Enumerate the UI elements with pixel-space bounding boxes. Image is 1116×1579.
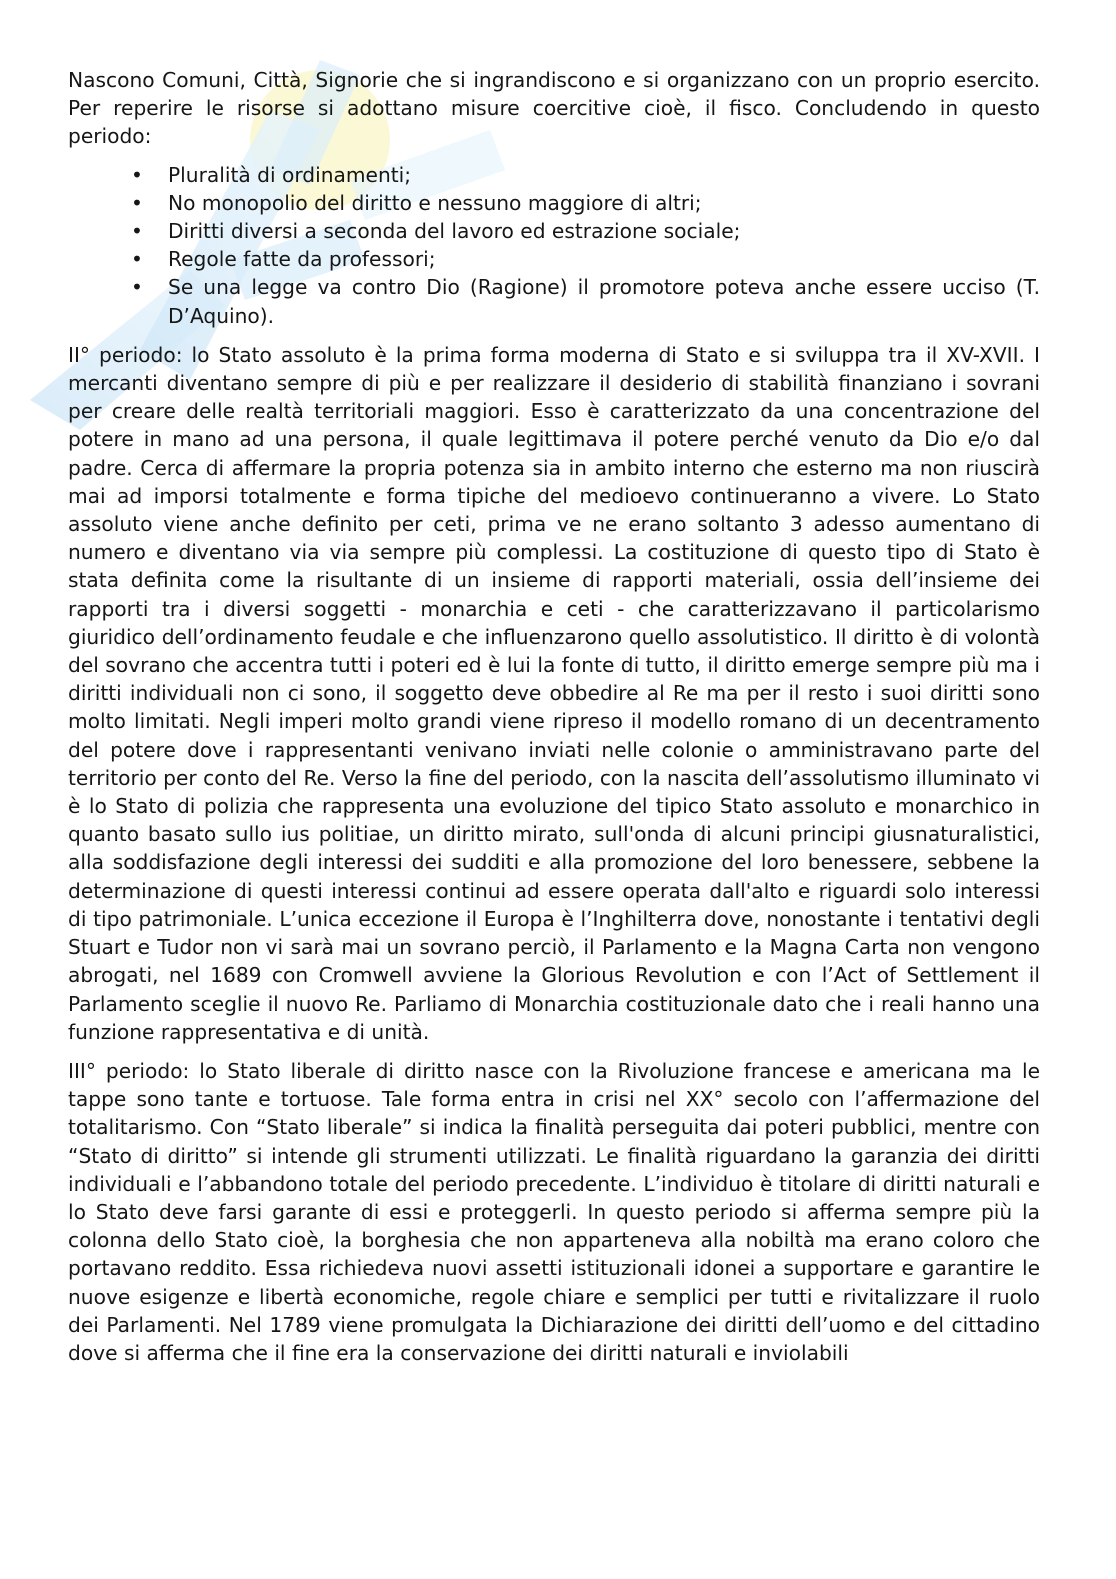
bullet-icon: • [131,275,143,300]
list-item [131,189,1040,217]
bullet-icon: • [131,247,143,272]
list-item [131,161,1040,189]
list-item-text: Pluralità di ordinamenti; [168,162,412,187]
bullet-list [68,161,1040,330]
list-item-text: No monopolio del diritto e nessuno maggiore di altri; [168,190,702,215]
bullet-icon: • [131,162,143,187]
list-item [131,245,1040,273]
bullet-icon: • [131,190,143,215]
bullet-icon: • [131,219,143,244]
document-body [68,66,1040,1367]
list-item [131,273,1040,329]
intro-paragraph: Nascono Comuni, Città, Signorie che si ingrandiscono e si organizzano con un proprio esercito. Per reperire le risorse si adottano misure coercitive cioè, il fisco. Concludendo in questo periodo: [68,68,1040,149]
list-item-text: Se una legge va contro Dio (Ragione) il promotore poteva anche essere ucciso (T. D’Aquino). [168,275,1040,328]
paragraph-stato-assoluto: II° periodo: lo Stato assoluto è la prima forma moderna di Stato e si sviluppa tra il XV-XVII. I mercanti diventano sempre di più e per realizzare il desiderio di stabilità finanziano i sovrani per creare delle realtà territoriali maggiori. Esso è caratterizzato da una concentrazione del potere in mano ad una persona, il quale legittimava il potere perché venuto da Dio e/o dal padre. Cerca di affermare la propria potenza sia in ambito interno che esterno ma non riuscirà mai ad imporsi totalmente e forma tipiche del medioevo continueranno a vivere. Lo Stato assoluto viene anche definito per ceti, prima ve ne erano soltanto 3 adesso aumentano di numero e diventano via via sempre più complessi. La costituzione di questo tipo di Stato è stata definita come la risultante di un insieme di rapporti materiali, ossia dell’insieme dei rapporti tra i diversi soggetti - monarchia e ceti - che caratterizzavano il particolarismo giuridico dell’ordinamento feudale e che influenzarono quello assolutistico. Il diritto è di volontà del sovrano che accentra tutti i poteri ed è lui la fonte di tutto, il diritto emerge sempre più ma i diritti individuali non ci sono, il soggetto deve obbedire al Re ma per il resto i suoi diritti sono molto limitati. Negli imperi molto grandi viene ripreso il modello romano di un decentramento del potere dove i rappresentanti venivano inviati nelle colonie o amministravano parte del territorio per conto del Re. Verso la fine del periodo, con la nascita dell’assolutismo illuminato vi è lo Stato di polizia che rappresenta una evoluzione del tipico Stato assoluto e monarchico in quanto basato sullo ius politiae, un diritto mirato, sull'onda di alcuni principi giusnaturalistici, alla soddisfazione degli interessi dei sudditi e alla promozione del loro benessere, sebbene la determinazione di questi interessi continui ad essere operata dall'alto e riguardi solo interessi di tipo patrimoniale. L’unica eccezione il Europa è l’Inghilterra dove, nonostante i tentativi degli Stuart e Tudor non vi sarà mai un sovrano perciò, il Parlamento e la Magna Carta non vengono abrogati, nel 1689 con Cromwell avviene la Glorious Revolution e con l’Act of Settlement il Parlamento sceglie il nuovo Re. Parliamo di Monarchia costituzionale dato che i reali hanno una funzione rappresentativa e di unità. [68,342,1040,1044]
list-item-text: Regole fatte da professori; [168,247,436,272]
list-item-text: Diritti diversi a seconda del lavoro ed estrazione sociale; [168,219,741,244]
list-item [131,217,1040,245]
paragraph-stato-liberale: III° periodo: lo Stato liberale di diritto nasce con la Rivoluzione francese e americana ma le tappe sono tante e tortuose. Tale forma entra in crisi nel XX° secolo con l’affermazione del totalitarismo. Con “Stato liberale” si indica la finalità perseguita dai poteri pubblici, mentre con “Stato di diritto” si intende gli strumenti utilizzati. Le finalità riguardano la garanzia dei diritti individuali e l’abbandono totale del periodo precedente. L’individuo è titolare di diritti naturali e lo Stato deve farsi garante di essi e proteggerli. In questo periodo si afferma sempre più la colonna dello Stato cioè, la borghesia che non apparteneva alla nobiltà ma erano coloro che portavano reddito. Essa richiedeva nuovi assetti istituzionali idonei a supportare e garantire le nuove esigenze e libertà economiche, regole chiare e semplici per tutti e rivitalizzare il ruolo dei Parlamenti. Nel 1789 viene promulgata la Dichiarazione dei diritti dell’uomo e del cittadino dove si afferma che il fine era la conservazione dei diritti naturali e inviolabili [68,1058,1040,1365]
